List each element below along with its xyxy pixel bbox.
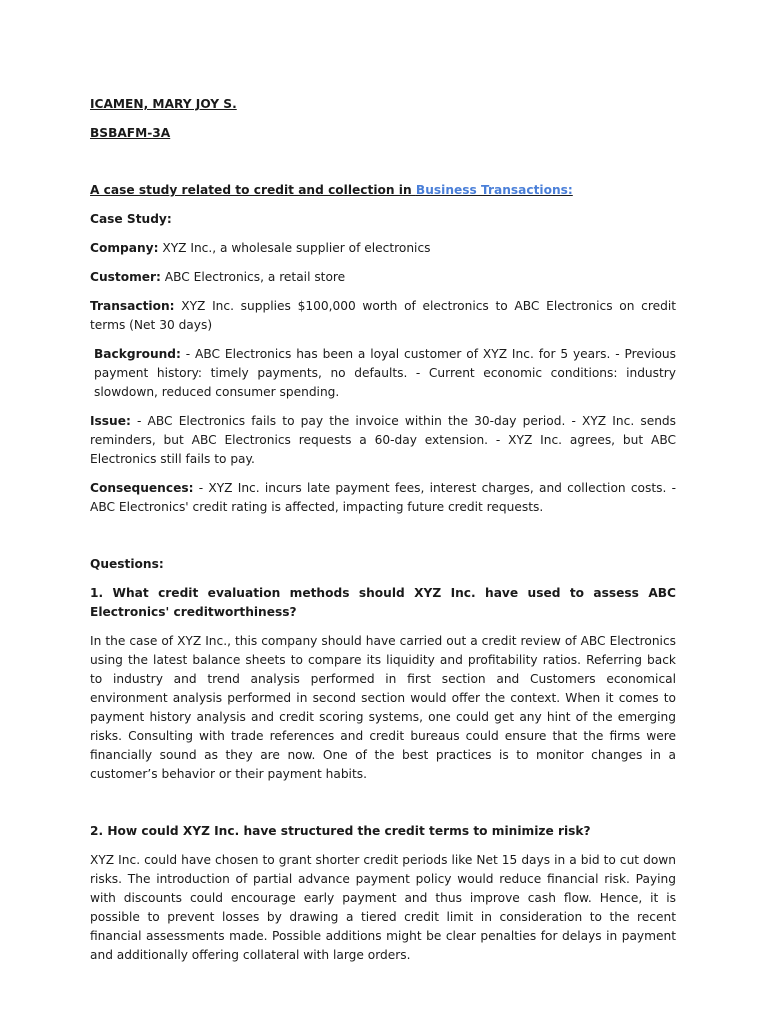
question-2: 2. How could XYZ Inc. have structured the credit terms to minimize risk?: [90, 824, 591, 838]
background-paragraph: [90, 345, 676, 402]
case-title-text: A case study related to credit and collection in: [90, 183, 416, 197]
questions-heading: Questions:: [90, 557, 164, 571]
customer-label: Customer:: [90, 270, 161, 284]
answer-2: XYZ Inc. could have chosen to grant shorter credit periods like Net 15 days in a bid to cut down risks. The introduction of partial advance payment policy would reduce financial risk. Paying with discounts could encourage early payment and thus improve cash flow. Hence, it is possible to prevent losses by drawing a tiered credit limit in consideration to the recent financial assessments made. Possible additions might be clear penalties for delays in payment and additionally offering collateral with large orders.: [90, 853, 676, 962]
issue-text: - ABC Electronics fails to pay the invoice within the 30-day period. - XYZ Inc. sends reminders, but ABC Electronics requests a 60-day extension. - XYZ Inc. agrees, but ABC Electronics still fails to pay.: [90, 414, 676, 466]
consequences-text: - XYZ Inc. incurs late payment fees, interest charges, and collection costs. - ABC Electronics' credit rating is affected, impacting future credit requests.: [90, 481, 676, 514]
customer-line: [90, 268, 676, 287]
question-1: 1. What credit evaluation methods should XYZ Inc. have used to assess ABC Electronics' creditworthiness?: [90, 586, 676, 619]
background-label: Background:: [94, 347, 181, 361]
company-line: [90, 239, 676, 258]
consequences-paragraph: [90, 479, 676, 517]
company-text: XYZ Inc., a wholesale supplier of electronics: [158, 241, 431, 255]
background-text: - ABC Electronics has been a loyal customer of XYZ Inc. for 5 years. - Previous payment history: timely payments, no defaults. - Current economic conditions: industry slowdown, reduced consumer spending.: [94, 347, 676, 399]
student-section: BSBAFM-3A: [90, 126, 171, 140]
transaction-text: XYZ Inc. supplies $100,000 worth of electronics to ABC Electronics on credit terms (Net 30 days): [90, 299, 676, 332]
case-study-heading: Case Study:: [90, 212, 172, 226]
transaction-paragraph: [90, 297, 676, 335]
business-transactions-link[interactable]: Business Transactions:: [415, 183, 573, 197]
student-name: ICAMEN, MARY JOY S.: [90, 97, 237, 111]
company-label: Company:: [90, 241, 159, 255]
issue-paragraph: [90, 412, 676, 469]
customer-text: ABC Electronics, a retail store: [160, 270, 346, 284]
issue-label: Issue:: [90, 414, 131, 428]
transaction-label: Transaction:: [90, 299, 175, 313]
answer-1: In the case of XYZ Inc., this company should have carried out a credit review of ABC Electronics using the latest balance sheets to compare its liquidity and profitability ratios. Referring back to industry and trend analysis performed in first section and Customers economical environment analysis performed in second section would offer the context. When it comes to payment history analysis and credit scoring systems, one could get any hint of the emerging risks. Consulting with trade references and credit bureaus could ensure that the firms were financially sound as they are now. One of the best practices is to monitor changes in a customer’s behavior or their payment habits.: [90, 634, 676, 781]
consequences-label: Consequences:: [90, 481, 194, 495]
case-title: [90, 181, 676, 200]
